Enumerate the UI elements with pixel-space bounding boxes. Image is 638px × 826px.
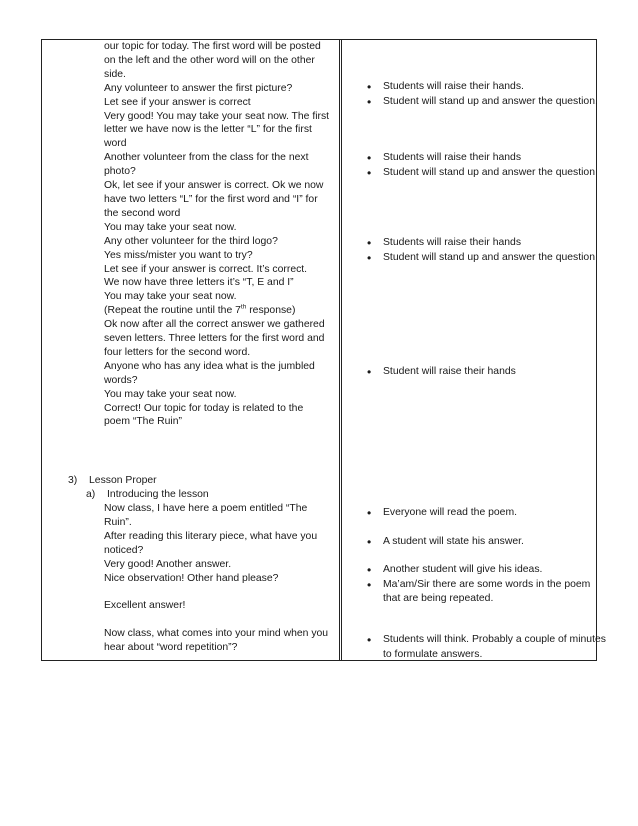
teacher-activity-part1	[104, 40, 336, 429]
student-response-group	[367, 236, 607, 265]
teacher-line: You may take your seat now.	[104, 388, 237, 400]
student-response-item: • Students will raise their hands	[367, 151, 607, 166]
repeat-text-end: response)	[246, 305, 296, 317]
teacher-line: Excellent answer!	[104, 600, 186, 612]
student-response-item: • Student will stand up and answer the question	[367, 251, 607, 266]
repeat-routine-line	[104, 304, 336, 318]
teacher-line: seven letters. Three letters for the first word and	[104, 333, 325, 345]
teacher-line: hear about “word repetition”?	[104, 642, 238, 654]
student-response-item: • Student will raise their hands	[367, 365, 607, 380]
student-response-item: • Students will raise their hands.	[367, 80, 607, 95]
teacher-line: our topic for today. The first word will be posted	[104, 41, 321, 52]
student-response-item: • Another student will give his ideas.	[367, 563, 607, 578]
teacher-line: word	[104, 138, 127, 150]
teacher-line: photo?	[104, 166, 136, 178]
teacher-line: Let see if your answer is correct	[104, 96, 251, 108]
teacher-line: Let see if your answer is correct. It’s correct.	[104, 263, 308, 275]
student-response-item: • Students will think. Probably a couple of minutes to formulate answers.	[367, 633, 607, 662]
repeat-text: (Repeat the routine until the 7	[104, 305, 241, 317]
student-response-group	[367, 151, 607, 180]
student-response-group	[367, 563, 607, 607]
teacher-line: Now class, I have here a poem entitled “The	[104, 503, 308, 514]
subsection-heading	[86, 488, 209, 502]
student-response-item: • Ma’am/Sir there are some words in the poem that are being repeated.	[367, 578, 607, 607]
teacher-line: Anyone who has any idea what is the jumbled	[104, 360, 315, 372]
column-divider	[339, 39, 342, 661]
teacher-line: Another volunteer from the class for the next	[104, 152, 309, 164]
student-response-group	[367, 365, 607, 380]
blank-line	[104, 613, 336, 627]
teacher-line: Very good! Another answer.	[104, 558, 232, 570]
teacher-line: Yes miss/mister you want to try?	[104, 249, 253, 261]
subsection-title: Introducing the lesson	[107, 489, 209, 500]
blank-line	[104, 585, 336, 599]
student-response-item: • Student will stand up and answer the question.	[367, 95, 607, 110]
teacher-line: four letters for the second word.	[104, 346, 251, 358]
student-response-item: • Everyone will read the poem.	[367, 506, 607, 521]
teacher-line: Very good! You may take your seat now. The first	[104, 110, 330, 122]
teacher-line: Any other volunteer for the third logo?	[104, 235, 278, 247]
student-response-group	[367, 80, 607, 109]
teacher-activity-part3	[104, 502, 336, 655]
teacher-line: Correct! Our topic for today is related to the	[104, 402, 304, 414]
section-title: Lesson Proper	[89, 475, 157, 486]
teacher-line: Ok, let see if your answer is correct. Ok we now	[104, 180, 324, 192]
ordinal-suffix: th	[240, 303, 247, 311]
student-response-group	[367, 633, 607, 662]
teacher-line: Ruin”.	[104, 516, 132, 528]
teacher-line: have two letters “L” for the first word and “I” for	[104, 193, 318, 205]
subsection-letter: a)	[86, 489, 96, 500]
teacher-line: You may take your seat now.	[104, 291, 237, 303]
teacher-line: Ok now after all the correct answer we gathered	[104, 319, 325, 331]
teacher-line: Nice observation! Other hand please?	[104, 572, 279, 584]
student-response-item: • Student will stand up and answer the question	[367, 166, 607, 181]
teacher-line: You may take your seat now.	[104, 221, 237, 233]
student-response-group	[367, 506, 607, 521]
teacher-line: letter we have now is the letter “L” for the first	[104, 124, 312, 136]
section-heading	[68, 474, 157, 488]
student-response-item: • A student will state his answer.	[367, 535, 607, 550]
teacher-line: Now class, what comes into your mind when you	[104, 628, 329, 640]
teacher-line: noticed?	[104, 544, 144, 556]
teacher-line: words?	[104, 374, 138, 386]
student-response-group	[367, 535, 607, 550]
teacher-line: After reading this literary piece, what have you	[104, 530, 318, 542]
teacher-line: on the left and the other word will on the other	[104, 54, 315, 66]
section-number: 3)	[68, 475, 78, 486]
teacher-line: side.	[104, 68, 126, 80]
teacher-line: Any volunteer to answer the first picture?	[104, 82, 293, 94]
student-response-item: • Students will raise their hands	[367, 236, 607, 251]
teacher-line: the second word	[104, 207, 181, 219]
teacher-line: poem “The Ruin”	[104, 416, 182, 428]
teacher-line: We now have three letters it’s “T, E and I”	[104, 277, 294, 289]
